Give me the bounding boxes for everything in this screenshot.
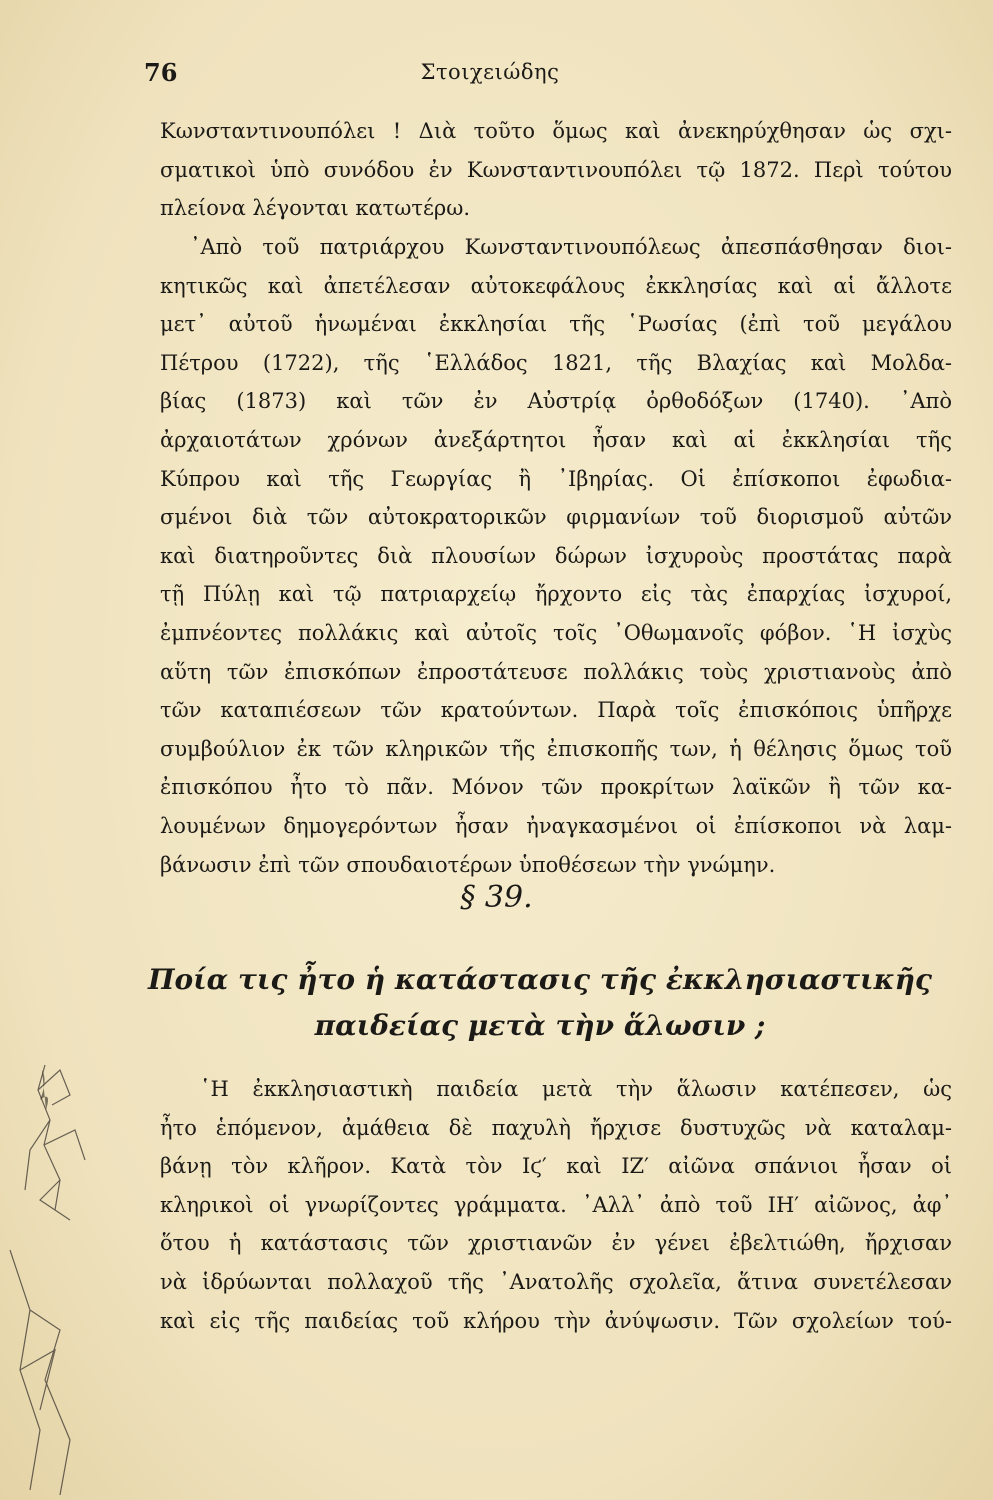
page-header	[140, 58, 840, 94]
margin-pencil-sketch	[0, 1050, 110, 1500]
text-line: βάνωσιν ἐπὶ τῶν σπουδαιοτέρων ὑποθέσεων τὴν γνώμην.	[160, 852, 776, 877]
text-line: ἐμπνέοντες πολλάκις καὶ αὐτοῖς τοῖς ᾿Οθωμανοῖς φόβον. ῾Η ἰσχὺς	[160, 620, 952, 645]
text-line: ἐπισκόπου ἦτο τὸ πᾶν. Μόνον τῶν προκρίτων λαϊκῶν ἢ τῶν κα-	[160, 775, 952, 800]
text-line: ῾Η ἐκκλησιαστικὴ παιδεία μετὰ τὴν ἅλωσιν κατέπεσεν, ὡς	[200, 1077, 952, 1101]
paragraph-3	[160, 1070, 952, 1340]
text-line: ᾿Απὸ τοῦ πατριάρχου Κωνσταντινουπόλεως ἀπεσπάσθησαν διοι-	[190, 235, 952, 259]
text-line: νὰ ἱδρύωνται πολλαχοῦ τῆς ᾿Ανατολῆς σχολεῖα, ἅτινα συνετέλεσαν	[160, 1269, 952, 1294]
section-title-line-1: Ποία τις ἦτο ἡ κατάστασις τῆς ἐκκλησιαστικῆς	[148, 963, 932, 996]
text-line: βίας (1873) καὶ τῶν ἐν Αὐστρίᾳ ὀρθοδόξων (1740). ᾿Απὸ	[160, 389, 952, 414]
text-line: Πέτρου (1722), τῆς ῾Ελλάδος 1821, τῆς Βλαχίας καὶ Μολδα-	[160, 350, 952, 375]
text-line: κληρικοὶ οἱ γνωρίζοντες γράμματα. ᾿Αλλ᾿ ἀπὸ τοῦ ΙΗ′ αἰῶνος, ἀφ᾿	[160, 1192, 952, 1217]
text-line: μετ᾿ αὐτοῦ ἡνωμέναι ἐκκλησίαι τῆς ῾Ρωσίας (ἐπὶ τοῦ μεγάλου	[160, 312, 952, 337]
text-line: πλείονα λέγονται κατωτέρω.	[160, 196, 471, 221]
text-line: καὶ εἰς τῆς παιδείας τοῦ κλήρου τὴν ἀνύψωσιν. Τῶν σχολείων τού-	[160, 1308, 952, 1333]
text-line: σμένοι διὰ τῶν αὐτοκρατορικῶν φιρμανίων τοῦ διορισμοῦ αὐτῶν	[160, 505, 952, 530]
section-number: § 39.	[460, 880, 533, 915]
text-line: τῶν καταπιέσεων τῶν κρατούντων. Παρὰ τοῖς ἐπισκόποις ὑπῆρχε	[160, 698, 952, 723]
text-line: συμβούλιον ἐκ τῶν κληρικῶν τῆς ἐπισκοπῆς των, ἡ θέλησις ὅμως τοῦ	[160, 736, 952, 761]
text-line: καὶ διατηροῦντες διὰ πλουσίων δώρων ἰσχυροὺς προστάτας παρὰ	[160, 543, 952, 568]
text-line: Κύπρου καὶ τῆς Γεωργίας ἢ ᾿Ιβηρίας. Οἱ ἐπίσκοποι ἐφωδια-	[160, 466, 952, 491]
page-number: 76	[144, 58, 178, 87]
paragraph-2	[160, 228, 952, 884]
text-line: Κωνσταντινουπόλει ! Διὰ τοῦτο ὅμως καὶ ἀνεκηρύχθησαν ὡς σχι-	[160, 119, 952, 143]
text-line: ὅτου ἡ κατάστασις τῶν χριστιανῶν ἐν γένει ἐβελτιώθη, ἤρχισαν	[160, 1231, 952, 1256]
text-line: ἀρχαιοτάτων χρόνων ἀνεξάρτητοι ἦσαν καὶ αἱ ἐκκλησίαι τῆς	[160, 427, 952, 452]
section-title-line-2: παιδείας μετὰ τὴν ἅλωσιν ;	[314, 1009, 766, 1042]
text-line: κητικῶς καὶ ἀπετέλεσαν αὐτοκεφάλους ἐκκλησίας καὶ αἱ ἄλλοτε	[160, 273, 952, 298]
text-line: λουμένων δημογερόντων ἦσαν ἠναγκασμένοι οἱ ἐπίσκοποι νὰ λαμ-	[160, 813, 952, 838]
paragraph-1	[160, 112, 952, 228]
text-line: τῇ Πύλῃ καὶ τῷ πατριαρχείῳ ἤρχοντο εἰς τὰς ἐπαρχίας ἰσχυροί,	[160, 582, 952, 607]
text-line: σματικοὶ ὑπὸ συνόδου ἐν Κωνσταντινουπόλει τῷ 1872. Περὶ τούτου	[160, 157, 952, 182]
text-line: ἦτο ἑπόμενον, ἀμάθεια δὲ παχυλὴ ἤρχισε δυστυχῶς νὰ καταλαμ-	[160, 1115, 952, 1140]
running-head: Στοιχειώδης	[420, 60, 560, 84]
text-line: βάνῃ τὸν κλῆρον. Κατὰ τὸν Ιϛ′ καὶ ΙΖ′ αἰῶνα σπάνιοι ἦσαν οἱ	[160, 1154, 952, 1179]
text-line: αὕτη τῶν ἐπισκόπων ἐπροστάτευσε πολλάκις τοὺς χριστιανοὺς ἀπὸ	[160, 659, 952, 684]
